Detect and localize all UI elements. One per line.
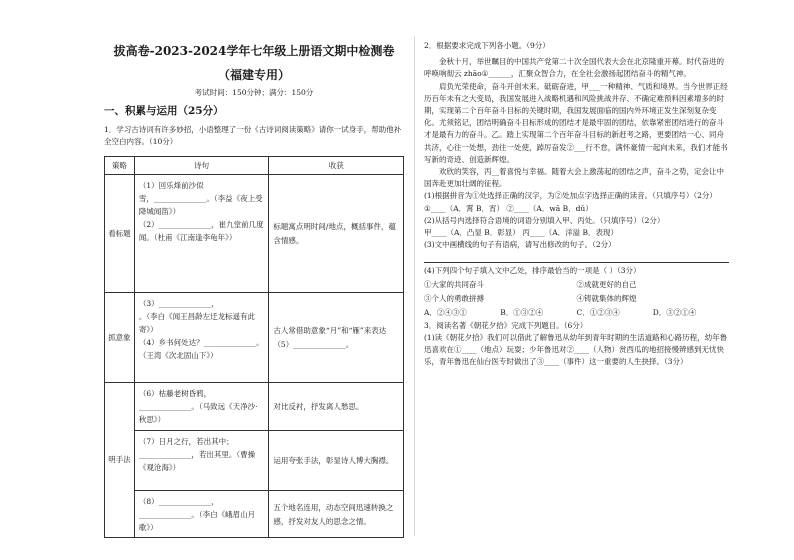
question-3-intro: 3．阅读名著《朝花夕拾》完成下列题目。（6分） — [424, 320, 588, 330]
choice-option-d[interactable]: D．③②①④ — [652, 307, 697, 317]
table-row — [105, 175, 404, 293]
poem-line[interactable]: （4）乡书何处达？______________。（王湾《次北固山下》） — [138, 338, 264, 360]
table-header: 收获 — [269, 157, 404, 175]
poem-cell[interactable]: （7）日月之行，若出其中；______________，若出其里。（曹操《观沧海》） — [134, 431, 269, 491]
gain-cell[interactable]: 古人常借助意象“月”和“雁”来表达（5）______________。 — [269, 293, 404, 383]
poem-line: 。（李白《闻王昌龄左迁龙标遥有此寄》） — [138, 312, 256, 334]
question-2-2: (2)从括号内选择符合语境的词语分别填入甲、丙处。（只填序号）（2分） — [424, 215, 665, 225]
sentence-item: ③个人的勇敢拼搏 — [424, 293, 484, 303]
sentence-options — [424, 278, 729, 320]
left-column — [104, 40, 404, 538]
poem-line[interactable]: （3）______________， — [138, 299, 219, 308]
answer-line[interactable] — [424, 251, 729, 263]
passage-paragraph-2: 肩负光荣使命，奋斗开创未来。砥砺奋进，甲___一种精神、气质和境界。当今世界正经历百年未有之大变局，我国发展进入战略机遇和风险挑战并存、不确定难预料因素增多的时期，实现第二个百年奋斗目标的关键时期，我国发展面临的国内外环境正发生深刻复杂变化。尤须铭记，团结明确奋斗目标形成的团结才是最牢固的团结，依靠紧密团结进行的奋斗才是最有力的奋斗。乙。踏上实现第二个百年奋斗目标的新赶考之路，更要团结一心、同舟共济，心往一处想，劲往一处使，踔厉奋发②___行不怠，满怀豪情一起向未来，我们才能书写新的奇迹、创造新辉煌。 — [424, 81, 728, 164]
strategy-cell: 抓意象 — [105, 293, 135, 383]
question-1-intro: 1．学习古诗词有许多妙招，小语整理了一份《古诗词阅读策略》请你一试身手，帮助他补全空白内容。（10分） — [104, 125, 402, 146]
strategy-cell: 明手法 — [105, 383, 135, 538]
table-header: 策略 — [105, 157, 135, 175]
choice-option-c[interactable]: C．①②③④ — [576, 307, 620, 317]
choice-option-b[interactable]: B．①③②④ — [500, 307, 544, 317]
table-header-row — [105, 157, 404, 175]
table-row — [105, 383, 404, 431]
gain-cell: 对比反衬，抒发离人愁思。 — [269, 383, 404, 431]
question-3-1: (1)读《朝花夕拾》我们可以借此了解鲁迅从幼年到青年时期的生活道路和心路历程，幼年鲁迅喜欢在①____（地点）玩耍；少年鲁迅对②____（人物）赏西瓜的地招接慢辨感到无忧快乐，青年鲁迅在仙台医专时做出了③____（事件）这一重要的人生抉择。（3分） — [424, 332, 728, 367]
table-header: 诗句 — [134, 157, 269, 175]
exam-title: 拔高卷-2023-2024学年七年级上册语文期中检测卷 — [113, 44, 395, 58]
poem-cell[interactable]: （6）枯藤老树昏鸦，______________。（马致远《天净沙·秋思》） — [134, 383, 269, 431]
strategy-table — [104, 156, 404, 538]
question-2-1-options[interactable]: ①____（A．霄 B．宵） ②____（A．wā B．dǔ） — [424, 203, 593, 213]
strategy-cell: 看标题 — [105, 175, 135, 293]
table-row — [105, 431, 404, 491]
sentence-item: ②成就更好的自己 — [576, 279, 637, 289]
column-divider — [414, 36, 415, 536]
poem-line[interactable]: （2）______________，崔九堂前几度闻。（杜甫《江南逢李龟年》） — [138, 220, 264, 242]
question-2-2-options[interactable]: 甲____（A．凸显 B．彰显） 丙____（A．洋溢 B．表现） — [424, 228, 619, 238]
poem-cell[interactable]: （8）______________，______________。（李白《峨眉山月歌》） — [134, 491, 269, 538]
poem-line: （1）回乐烽前沙似 — [138, 181, 204, 190]
passage-paragraph-1: 金秋十月，举世瞩目的中国共产党第二十次全国代表大会在北京隆重开幕。时代奋进的呼唤响彻云 zhāo①______，汇聚众智合力，在全社会激扬起团结奋斗的精气神。 — [424, 57, 724, 79]
gain-cell: 五个地名连用，动态空间迅速转换之感，抒发对友人的思念之情。 — [269, 491, 404, 538]
exam-meta: 考试时间：150分钟；满分：150分 — [194, 88, 314, 97]
section-heading: 一、积累与运用（25分） — [104, 105, 224, 117]
question-2-4: (4)下列四个句子填入文中乙处，排序最恰当的一项是（ ）（3分） — [424, 266, 641, 276]
poem-cell — [134, 175, 269, 293]
question-2-3: (3)文中画横线的句子有语病，请写出修改的句子。（2分） — [424, 240, 616, 250]
table-row — [105, 293, 404, 383]
choice-option-a[interactable]: A．②④③① — [424, 307, 467, 317]
poem-cell — [134, 293, 269, 383]
question-2-1: (1)根据拼音为①处选择正确的汉字，为②处加点字选择正确的读音。（只填序号）（2分） — [424, 191, 717, 201]
sentence-item: ④铸就集体的辉煌 — [576, 293, 637, 303]
exam-subtitle: （福建专用） — [217, 68, 290, 82]
gain-cell: 标题寓点明时间/地点，概括事件，蕴含情感。 — [269, 175, 404, 293]
table-row — [105, 491, 404, 538]
passage-paragraph-3: 欢欣的笑容，丙__着喜悦与幸福。随着大会上激荡起的团结之声，奋斗之势，定会让中国奔赴更加壮阔的征程。 — [424, 167, 724, 189]
gain-cell: 运用夸张手法，彰显诗人博大胸襟。 — [269, 431, 404, 491]
question-2-intro: 2．根据要求完成下列各小题。（9分） — [424, 41, 550, 50]
poem-line[interactable]: 雪，______________。（李益《夜上受降城闻笛》） — [138, 194, 263, 216]
sentence-item: ①大家的共同奋斗 — [424, 279, 484, 289]
right-column — [424, 40, 729, 368]
